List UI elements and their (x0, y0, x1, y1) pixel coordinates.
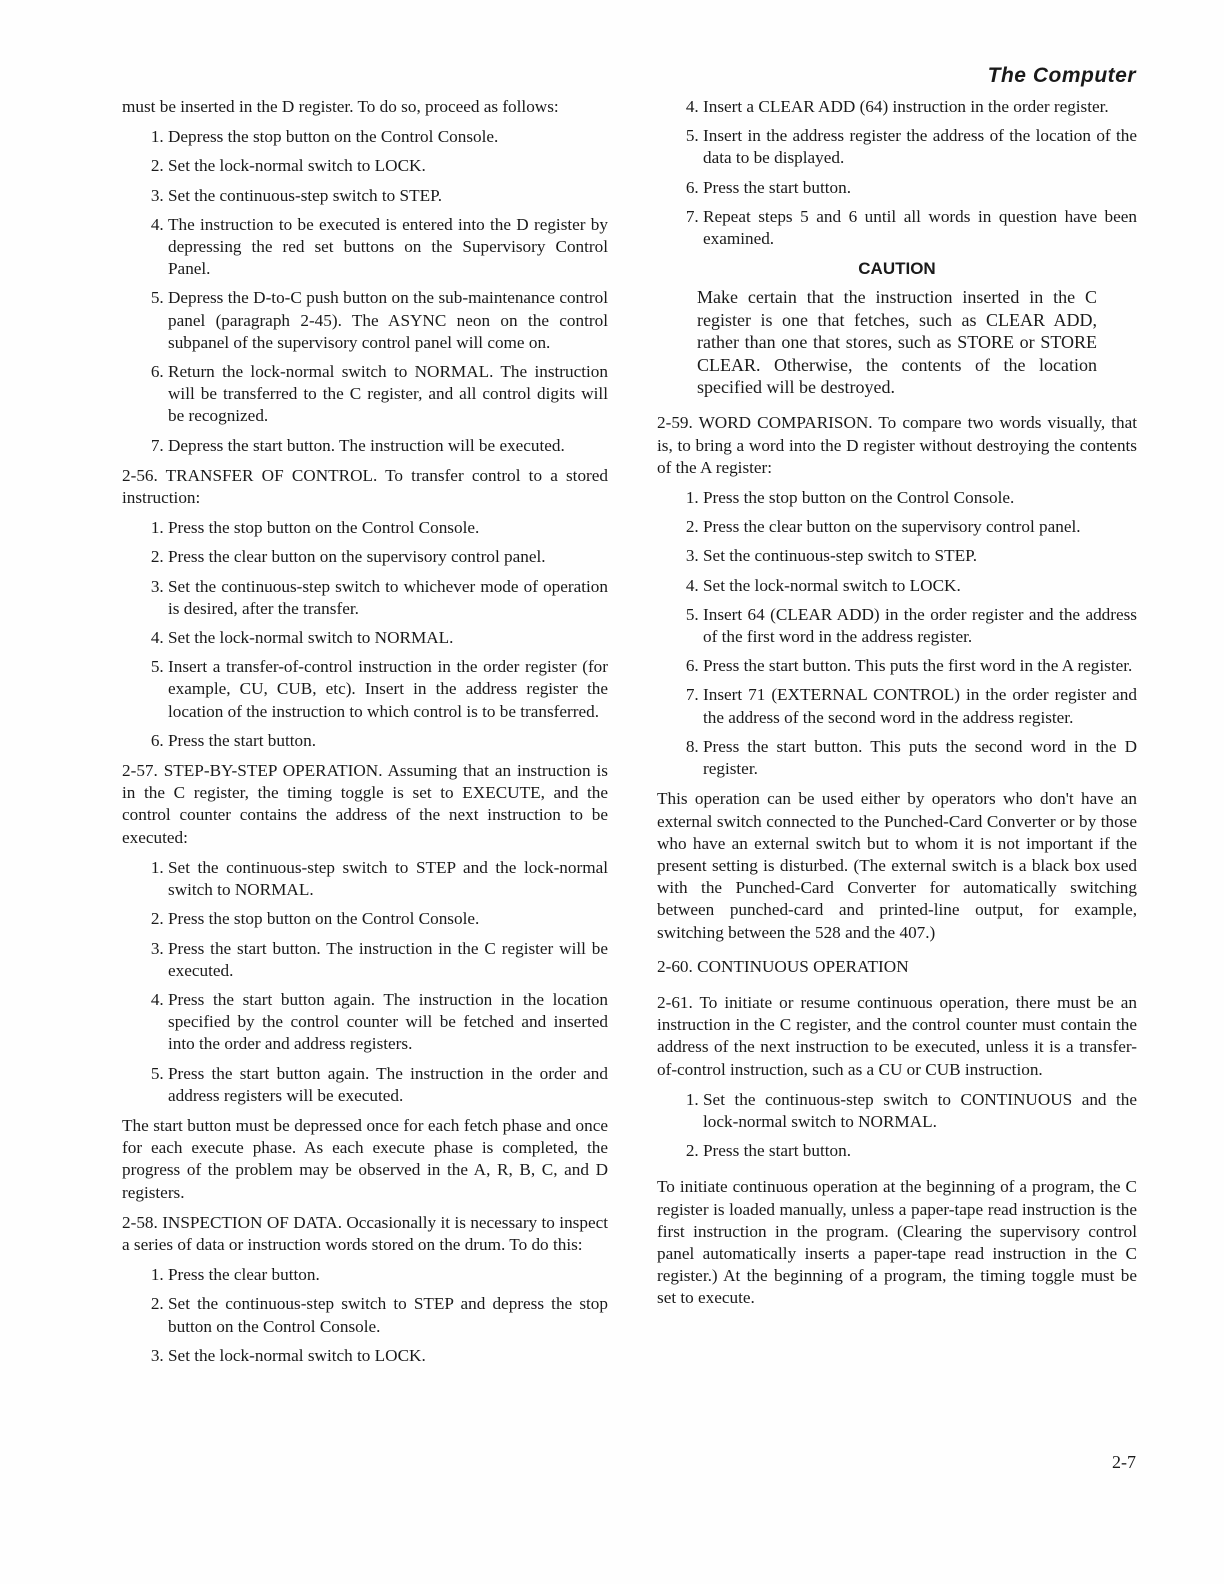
list-item: 6. Press the start button. This puts the first word in the A register. (703, 655, 1137, 677)
list-item: 4. The instruction to be executed is entered into the D register by depressing the red set buttons on the Supervisory Control Panel. (168, 214, 608, 281)
initiate-paragraph: To initiate continuous operation at the beginning of a program, the C register is loaded manually, unless a paper-tape read instruction is the first instruction in the program. (Clearing the supervisory control panel automatically inserts a paper-tape read instruction in the C register.) At the beginning of a program, the timing toggle must be set to execute. (657, 1177, 1137, 1308)
list-item: 2. Set the continuous-step switch to STEP and depress the stop button on the Control Console. (168, 1293, 608, 1337)
list-item: 7. Depress the start button. The instruction will be executed. (168, 435, 608, 457)
left-column (122, 96, 608, 1375)
caution-heading: CAUTION (858, 259, 936, 279)
list-item: 1. Set the continuous-step switch to STEP and the lock-normal switch to NORMAL. (168, 857, 608, 901)
list-item: 2. Press the stop button on the Control Console. (168, 908, 608, 930)
list-item: 6. Return the lock-normal switch to NORMAL. The instruction will be transferred to the C register, and all control digits will be recognized. (168, 361, 608, 428)
list-item: 1. Press the stop button on the Control Console. (168, 517, 608, 539)
section-2-58: 2-58. INSPECTION OF DATA. Occasionally it is necessary to inspect a series of data or instruction words stored on the drum. To do this: (122, 1212, 608, 1254)
list-item: 2. Set the lock-normal switch to LOCK. (168, 155, 608, 177)
list-item: 1. Set the continuous-step switch to CONTINUOUS and the lock-normal switch to NORMAL. (703, 1089, 1137, 1133)
start-button-paragraph: The start button must be depressed once for each fetch phase and once for each execute phase. As each execute phase is completed, the progress of the problem may be observed in the A, R, B, C, and D registers. (122, 1115, 608, 1202)
list-item: 2. Press the clear button on the supervisory control panel. (168, 546, 608, 568)
intro-paragraph: must be inserted in the D register. To do so, proceed as follows: (122, 97, 559, 116)
list-item: 3. Set the lock-normal switch to LOCK. (168, 1345, 608, 1367)
list-word-comparison (657, 487, 1137, 780)
section-2-56: 2-56. TRANSFER OF CONTROL. To transfer control to a stored instruction: (122, 465, 608, 508)
right-column (657, 96, 1137, 1318)
list-transfer-of-control (122, 517, 608, 752)
list-item: 2. Press the start button. (703, 1140, 1137, 1162)
list-item: 4. Set the lock-normal switch to LOCK. (703, 575, 1137, 597)
list-item: 3. Press the start button. The instruction in the C register will be executed. (168, 938, 608, 982)
section-2-59: 2-59. WORD COMPARISON. To compare two words visually, that is, to bring a word into the D register without destroying the contents of the A register: (657, 413, 1137, 477)
list-item: 3. Set the continuous-step switch to STEP. (703, 545, 1137, 567)
list-step-by-step (122, 857, 608, 1107)
list-item: 4. Insert a CLEAR ADD (64) instruction in the order register. (703, 96, 1137, 118)
section-2-57: 2-57. STEP-BY-STEP OPERATION. Assuming that an instruction is in the C register, the timing toggle is set to EXECUTE, and the control counter contains the address of the next instruction to be executed: (122, 761, 608, 847)
list-item: 5. Press the start button again. The instruction in the order and address registers will be executed. (168, 1063, 608, 1107)
list-item: 1. Depress the stop button on the Control Console. (168, 126, 608, 148)
list-item: 6. Press the start button. (703, 177, 1137, 199)
list-inspection-of-data-continued (657, 96, 1137, 250)
list-item: 8. Press the start button. This puts the second word in the D register. (703, 736, 1137, 780)
page-number: 2-7 (1112, 1452, 1136, 1472)
list-item: 7. Insert 71 (EXTERNAL CONTROL) in the order register and the address of the second word in the address register. (703, 684, 1137, 728)
list-item: 3. Set the continuous-step switch to whichever mode of operation is desired, after the transfer. (168, 576, 608, 620)
section-2-61: 2-61. To initiate or resume continuous operation, there must be an instruction in the C register, and the control counter must contain the address of the next instruction to be executed, unless it is a transfer-of-control instruction, such as a CU or CUB instruction. (657, 992, 1137, 1079)
list-item: 5. Insert 64 (CLEAR ADD) in the order register and the address of the first word in the address register. (703, 604, 1137, 648)
running-header: The Computer (987, 64, 1136, 87)
operation-paragraph: This operation can be used either by operators who don't have an external switch connected to the Punched-Card Converter or by those who have an external switch but to whom it is not important if the present setting is disturbed. (The external switch is a black box used with the Punched-Card Converter for automatically switching between punched-card and printed-line output, for example, switching between the 528 and the 407.) (657, 789, 1137, 942)
list-item: 5. Insert a transfer-of-control instruction in the order register (for example, CU, CUB, etc). Insert in the address register the location of the instruction to which control is to be transferred. (168, 656, 608, 723)
list-item: 3. Set the continuous-step switch to STEP. (168, 185, 608, 207)
list-item: 4. Set the lock-normal switch to NORMAL. (168, 627, 608, 649)
list-inspection-of-data (122, 1264, 608, 1367)
list-item: 1. Press the clear button. (168, 1264, 608, 1286)
list-item: 7. Repeat steps 5 and 6 until all words in question have been examined. (703, 206, 1137, 250)
section-2-60-heading: 2-60. CONTINUOUS OPERATION (657, 956, 909, 976)
list-item: 6. Press the start button. (168, 730, 608, 752)
list-item: 1. Press the stop button on the Control Console. (703, 487, 1137, 509)
list-item: 2. Press the clear button on the supervisory control panel. (703, 516, 1137, 538)
list-d-to-c-steps (122, 126, 608, 457)
list-item: 5. Insert in the address register the address of the location of the data to be displayed. (703, 125, 1137, 169)
caution-text: Make certain that the instruction inserted in the C register is one that fetches, such as CLEAR ADD, rather than one that stores, such as STORE or STORE CLEAR. Otherwise, the contents of the location specified will be destroyed. (697, 287, 1097, 398)
list-item: 4. Press the start button again. The instruction in the location specified by the control counter will be fetched and inserted into the order and address registers. (168, 989, 608, 1056)
list-item: 5. Depress the D-to-C push button on the sub-maintenance control panel (paragraph 2-45). The ASYNC neon on the control subpanel of the supervisory control panel will come on. (168, 287, 608, 354)
list-continuous-operation (657, 1089, 1137, 1163)
